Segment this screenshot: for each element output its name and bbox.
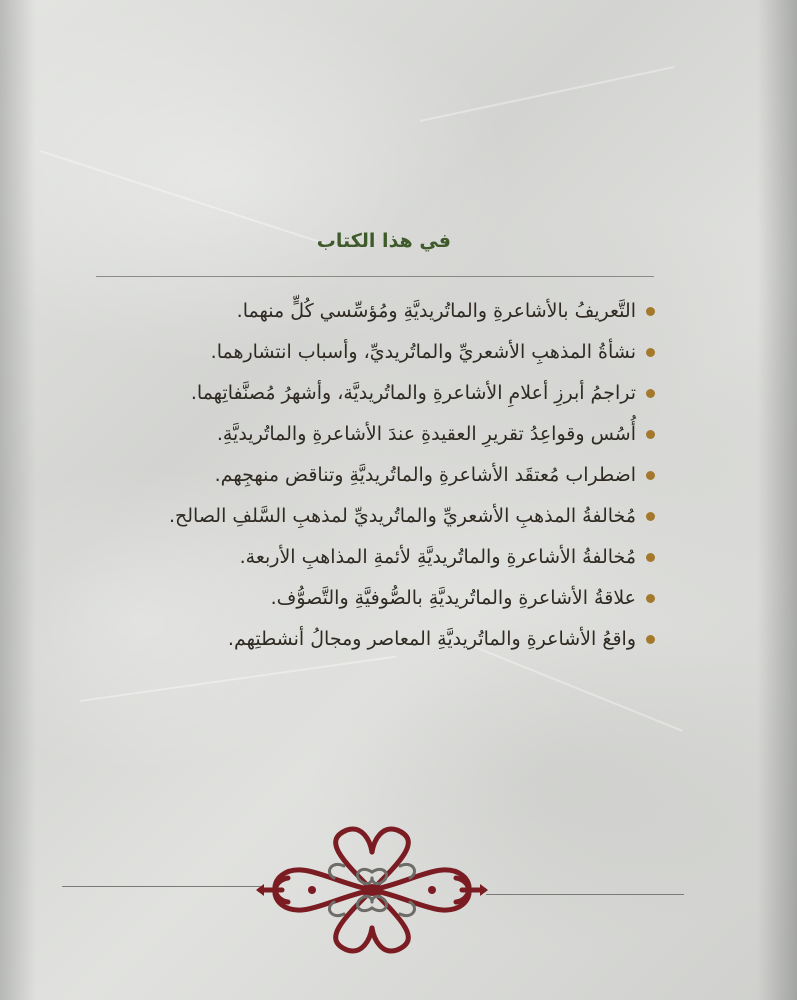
dot-bullet-icon bbox=[646, 471, 655, 480]
list-item bbox=[99, 419, 659, 460]
list-item-text: تراجمُ أبرزِ أعلامِ الأشاعرةِ والماتُريديَّة، وأشهرُ مُصنَّفاتِهما. bbox=[190, 382, 636, 404]
dot-bullet-icon bbox=[646, 430, 655, 439]
contents-list bbox=[99, 296, 659, 665]
dot-bullet-icon bbox=[646, 594, 655, 603]
list-item-text: نشأةُ المذهبِ الأشعريِّ والماتُريديِّ، وأسباب انتشارهما. bbox=[210, 341, 636, 363]
cover-edge-shadow-left bbox=[0, 0, 36, 1000]
list-item-text: التَّعريفُ بالأشاعرةِ والماتُريديَّةِ ومُؤسِّسي كُلٍّ منهما. bbox=[236, 300, 636, 322]
list-item-text: اضطراب مُعتقَد الأشاعرةِ والماتُريديَّةِ وتناقض منهجِهم. bbox=[214, 464, 636, 486]
paper-crease bbox=[420, 66, 675, 122]
list-item bbox=[99, 378, 659, 419]
list-item-text: واقعُ الأشاعرةِ والماتُريديَّةِ المعاصر ومجالُ أنشطتِهم. bbox=[227, 628, 636, 650]
dot-bullet-icon bbox=[646, 307, 655, 316]
list-item bbox=[99, 624, 659, 665]
list-item-text: مُخالفةُ الأشاعرةِ والماتُريديَّةِ لأئمةِ المذاهبِ الأربعة. bbox=[239, 546, 636, 568]
list-item-text: علاقةُ الأشاعرةِ والماتُريديَّةِ بالصُّوفيَّةِ والتَّصوُّف. bbox=[270, 587, 636, 609]
cover-edge-shadow-right bbox=[757, 0, 797, 1000]
dot-bullet-icon bbox=[646, 389, 655, 398]
section-heading: في هذا الكتاب bbox=[316, 230, 451, 252]
list-item bbox=[99, 542, 659, 583]
list-item bbox=[99, 296, 659, 337]
heading-divider bbox=[96, 276, 654, 277]
dot-bullet-icon bbox=[646, 553, 655, 562]
list-item bbox=[99, 337, 659, 378]
paper-crease bbox=[40, 150, 326, 245]
list-item-text: مُخالفةُ المذهبِ الأشعريِّ والماتُريديِّ لمذهبِ السَّلفِ الصالح. bbox=[168, 505, 636, 527]
arabesque-ornament-icon bbox=[252, 820, 492, 960]
dot-bullet-icon bbox=[646, 348, 655, 357]
list-item-text: أُسُس وقواعِدُ تقريرِ العقيدةِ عندَ الأشاعرةِ والماتُريديَّةِ. bbox=[216, 423, 636, 445]
dot-bullet-icon bbox=[646, 635, 655, 644]
list-item bbox=[99, 501, 659, 542]
ornament-divider-right bbox=[486, 894, 684, 895]
dot-bullet-icon bbox=[646, 512, 655, 521]
list-item bbox=[99, 460, 659, 501]
ornament-divider-left bbox=[62, 886, 264, 887]
list-item bbox=[99, 583, 659, 624]
